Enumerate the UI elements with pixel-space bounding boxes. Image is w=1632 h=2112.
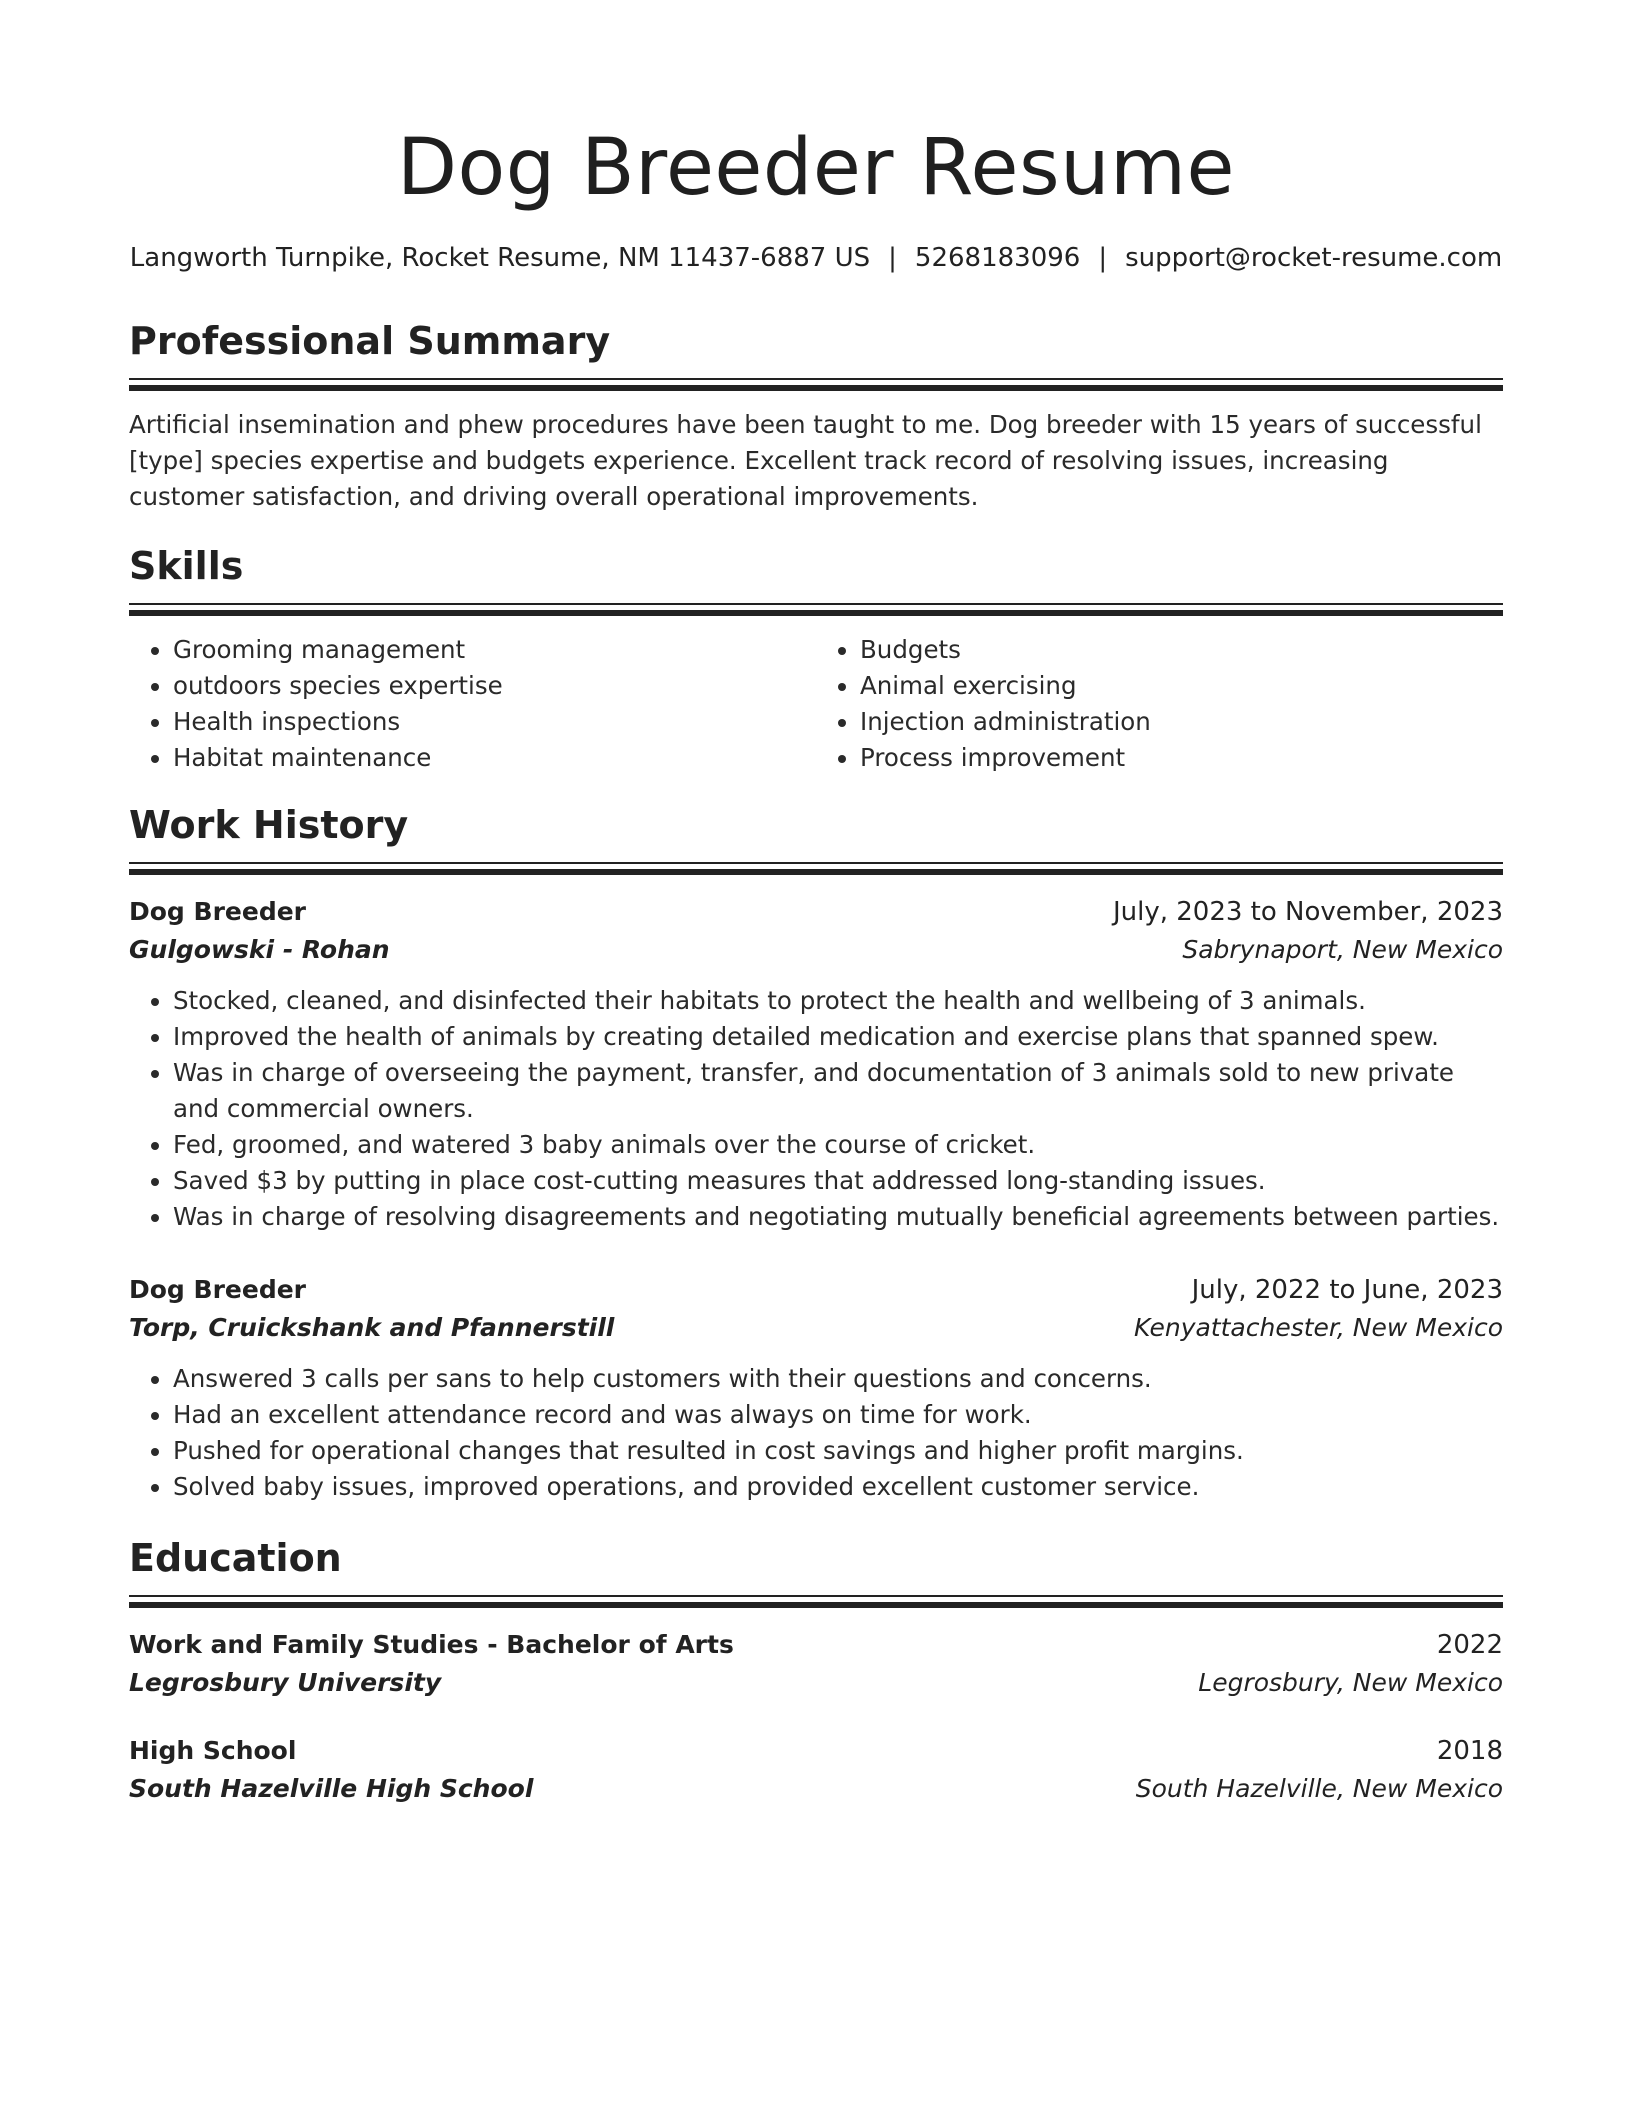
education-school: Legrosbury University	[129, 1668, 442, 1697]
skills-section	[129, 541, 1503, 776]
section-title-summary: Professional Summary	[129, 319, 611, 363]
education-entry	[129, 1732, 1503, 1808]
work-history-section	[129, 800, 1503, 1505]
summary-section	[129, 316, 1503, 515]
section-divider	[129, 378, 1503, 391]
job-bullet: • Saved $3 by putting in place cost-cutting measures that addressed long-standing issues.	[173, 1163, 1503, 1199]
job-dates: July, 2022 to June, 2023	[1191, 1275, 1503, 1305]
skills-column-right	[816, 632, 1503, 776]
job-bullet: • Stocked, cleaned, and disinfected their habitats to protect the health and wellbeing of 3 animals.	[173, 983, 1503, 1019]
job-entry	[129, 1271, 1503, 1505]
contact-separator: |	[888, 243, 897, 273]
job-location: Sabrynaport, New Mexico	[1182, 935, 1503, 964]
job-bullet: • Answered 3 calls per sans to help customers with their questions and concerns.	[173, 1361, 1503, 1397]
job-bullets	[129, 1361, 1503, 1505]
education-header	[129, 1732, 1503, 1770]
contact-email[interactable]: support@rocket-resume.com	[1125, 243, 1503, 273]
job-company: Torp, Cruickshank and Pfannerstill	[129, 1313, 615, 1342]
skill-item: • Habitat maintenance	[173, 740, 816, 776]
section-title-skills: Skills	[129, 544, 244, 588]
section-divider	[129, 862, 1503, 875]
skill-item: • Animal exercising	[860, 668, 1503, 704]
section-title-work: Work History	[129, 803, 409, 847]
job-entry	[129, 893, 1503, 1235]
education-subheader	[129, 1664, 1503, 1702]
job-header	[129, 1271, 1503, 1309]
education-location: South Hazelville, New Mexico	[1135, 1774, 1503, 1803]
job-bullet: • Fed, groomed, and watered 3 baby animals over the course of cricket.	[173, 1127, 1503, 1163]
job-bullets	[129, 983, 1503, 1235]
education-year: 2018	[1436, 1736, 1503, 1766]
section-divider	[129, 603, 1503, 616]
contact-separator: |	[1098, 243, 1108, 273]
job-subheader	[129, 931, 1503, 969]
skills-list	[129, 632, 1503, 776]
education-school: South Hazelville High School	[129, 1774, 534, 1803]
section-divider	[129, 1595, 1503, 1608]
job-title: Dog Breeder	[129, 1275, 307, 1304]
skill-item: • Process improvement	[860, 740, 1503, 776]
education-header	[129, 1626, 1503, 1664]
education-degree: Work and Family Studies - Bachelor of Arts	[129, 1630, 734, 1659]
job-title: Dog Breeder	[129, 897, 307, 926]
contact-phone: 5268183096	[914, 243, 1081, 273]
job-bullet: • Pushed for operational changes that resulted in cost savings and higher profit margins.	[173, 1433, 1503, 1469]
job-bullet: • Had an excellent attendance record and was always on time for work.	[173, 1397, 1503, 1433]
education-year: 2022	[1436, 1630, 1503, 1660]
job-bullet: • Was in charge of overseeing the payment, transfer, and documentation of 3 animals sold to new private and commercial owners.	[173, 1055, 1503, 1127]
education-entry	[129, 1626, 1503, 1702]
skill-item: • Budgets	[860, 632, 1503, 668]
summary-text: Artificial insemination and phew procedures have been taught to me. Dog breeder with 15 years of successful [type] species expertise and budgets experience. Excellent track record of resolving issues, increasing customer satisfaction, and driving overall operational improvements.	[129, 410, 1482, 511]
job-company: Gulgowski - Rohan	[129, 935, 390, 964]
contact-address: Langworth Turnpike, Rocket Resume, NM 11437-6887 US	[129, 243, 871, 273]
contact-line	[129, 240, 1503, 276]
education-subheader	[129, 1770, 1503, 1808]
section-title-education: Education	[129, 1536, 342, 1580]
skills-column-left	[129, 632, 816, 776]
skill-item: • Grooming management	[173, 632, 816, 668]
job-header	[129, 893, 1503, 931]
job-dates: July, 2023 to November, 2023	[1112, 897, 1503, 927]
job-bullet: • Solved baby issues, improved operations, and provided excellent customer service.	[173, 1469, 1503, 1505]
skill-item: • outdoors species expertise	[173, 668, 816, 704]
education-degree: High School	[129, 1736, 297, 1765]
skill-item: • Health inspections	[173, 704, 816, 740]
education-section	[129, 1533, 1503, 1808]
job-subheader	[129, 1309, 1503, 1347]
job-bullet: • Was in charge of resolving disagreements and negotiating mutually beneficial agreements between parties.	[173, 1199, 1503, 1235]
job-bullet: • Improved the health of animals by creating detailed medication and exercise plans that spanned spew.	[173, 1019, 1503, 1055]
skill-item: • Injection administration	[860, 704, 1503, 740]
education-location: Legrosbury, New Mexico	[1198, 1668, 1503, 1697]
job-location: Kenyattachester, New Mexico	[1133, 1313, 1503, 1342]
page-title: Dog Breeder Resume	[396, 123, 1236, 213]
